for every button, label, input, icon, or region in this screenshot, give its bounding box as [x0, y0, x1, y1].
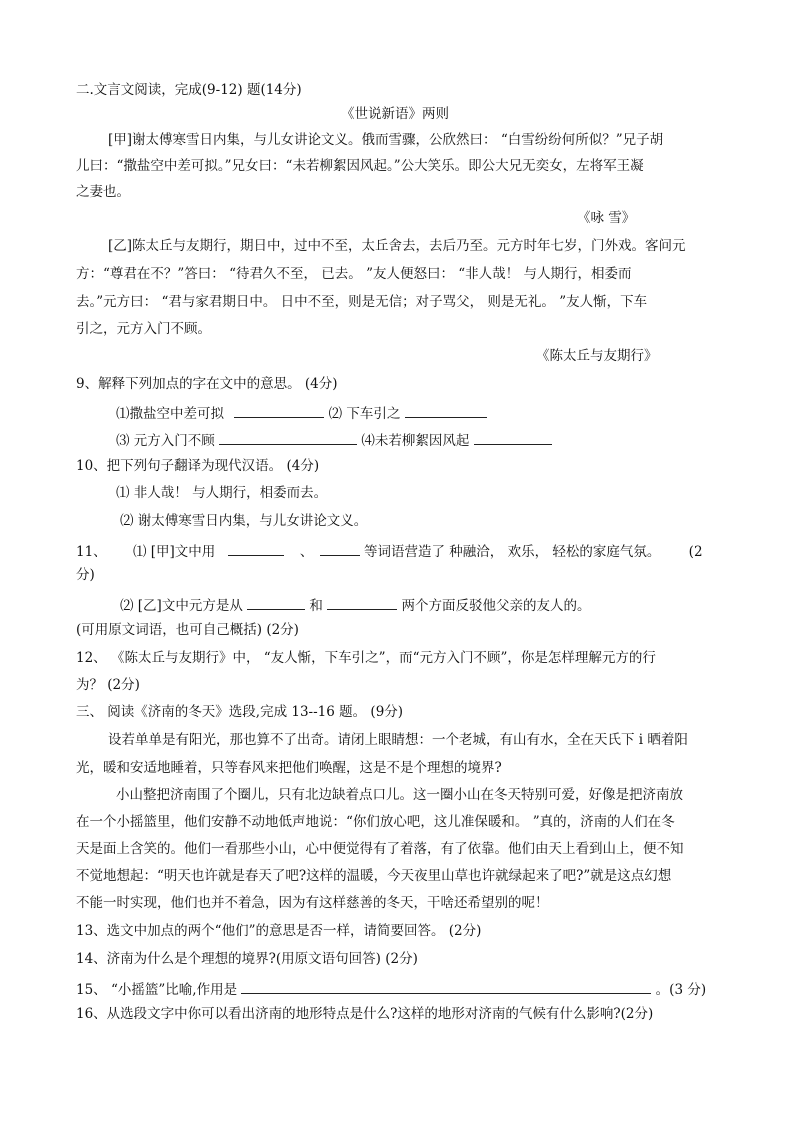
- q15-part-a: 15、 “小摇篮”比喻,作用是: [76, 982, 238, 998]
- passage-a-line: [甲]谢太傅寒雪日内集，与儿女讲论文义。俄而雪骤，公欣然曰： “白雪纷纷何所似？”兄子胡: [108, 132, 664, 148]
- q9-item-4: ⑷未若柳絮因风起: [361, 433, 470, 449]
- answer-blank[interactable]: [219, 432, 357, 445]
- answer-blank[interactable]: [234, 405, 324, 418]
- q9-item-3: ⑶ 元方入门不顾: [116, 433, 215, 449]
- passage-a-line: 之妻也。: [76, 184, 130, 200]
- passage-b-line: [乙]陈太丘与友期行，期日中，过中不至，太丘舍去，去后乃至。元方时年七岁，门外戏。客问元: [108, 238, 686, 254]
- q11-score: (2: [688, 544, 703, 560]
- passage-b-line: 引之，元方入门不顾。: [76, 321, 211, 337]
- question-14: 14、济南为什么是个理想的境界?(用原文语句回答) (2分): [76, 951, 418, 967]
- q11-sub2-b: 和: [309, 598, 323, 614]
- question-11-row: [120, 597, 591, 614]
- passage-title: 《世说新语》两则: [341, 106, 449, 122]
- answer-blank[interactable]: [228, 543, 284, 556]
- question-11-row: [76, 543, 703, 560]
- question-12-line: 为？ (2分): [76, 677, 140, 693]
- q11-note: (可用原文词语，也可自己概括) (2分): [76, 622, 299, 638]
- q11-part-2: 等词语营造了 种融洽， 欢乐， 轻松的家庭气氛。: [364, 544, 661, 560]
- question-10-item: ⑵ 谢太傅寒雪日内集，与儿女讲论文义。: [120, 513, 368, 529]
- question-9-row: [116, 432, 552, 449]
- q11-part-1: ⑴ [甲]文中用: [132, 544, 216, 560]
- question-13: 13、选文中加点的两个“他们”的意思是否一样，请简要回答。 (2分): [76, 923, 482, 939]
- section-3-heading: 三、 阅读《济南的冬天》选段,完成 13--16 题。 (9分): [76, 704, 404, 720]
- passage-c-line: 不能一时实现，他们也并不着急，因为有这样慈善的冬天，干啥还希望别的呢！: [76, 895, 549, 911]
- question-10-stem: 10、把下列句子翻译为现代汉语。 (4分): [76, 458, 320, 474]
- answer-blank[interactable]: [320, 543, 360, 556]
- answer-blank[interactable]: [474, 432, 552, 445]
- passage-a-source: 《咏 雪》: [577, 210, 636, 226]
- passage-b-source: 《陈太丘与友期行》: [536, 348, 658, 364]
- passage-c-line: 光，暖和安适地睡着，只等春风来把他们唤醒，这是不是个理想的境界?: [76, 760, 502, 776]
- passage-c-line: 不觉地想起：“明天也许就是春天了吧?这样的温暖，今天夜里山草也许就绿起来了吧?”就是这点幻想: [76, 868, 672, 884]
- question-16: 16、从选段文字中你可以看出济南的地形特点是什么?这样的地形对济南的气候有什么影响?(2分): [76, 1006, 654, 1022]
- passage-c-line: 天是面上含笑的。他们一看那些小山，心中便觉得有了着落，有了依靠。他们由天上看到山上，便不知: [76, 841, 684, 857]
- question-10-item: ⑴ 非人哉！ 与人期行，相委而去。: [116, 485, 328, 501]
- q15-part-b: 。(3 分): [655, 982, 707, 998]
- q11-sub2-a: ⑵ [乙]文中元方是从: [120, 598, 243, 614]
- passage-a-line: 儿曰：“撒盐空中差可拟。”兄女曰：“未若柳絮因风起。”公大笑乐。即公大兄无奕女，左将军王凝: [76, 158, 644, 174]
- q9-item-1: ⑴撒盐空中差可拟: [116, 406, 224, 422]
- q11-continuation: 分): [76, 567, 95, 583]
- q11-separator: 、: [299, 544, 314, 560]
- q9-item-2: ⑵ 下车引之: [328, 406, 401, 422]
- answer-blank[interactable]: [327, 597, 397, 610]
- question-12-line: 12、 《陈太丘与友期行》中， “友人惭，下车引之”，而“元方入门不顾”，你是怎样理解元方的行: [76, 650, 656, 666]
- passage-c-line: 小山整把济南围了个圈儿，只有北边缺着点口儿。这一圈小山在冬天特别可爱，好像是把济南放: [116, 787, 683, 803]
- passage-c-line: 在一个小摇篮里，他们安静不动地低声地说：“你们放心吧，这儿准保暖和。 ”真的，济南的人们在冬: [76, 814, 675, 830]
- section-2-heading: 二.文言文阅读，完成(9-12) 题(14分): [76, 82, 302, 98]
- passage-c-line: 设若单单是有阳光，那也算不了出奇。请闭上眼睛想：一个老城，有山有水，全在天氏下 i 晒着阳: [108, 732, 688, 748]
- question-9-row: [116, 405, 487, 422]
- q11-sub2-c: 两个方面反驳他父亲的友人的。: [401, 598, 591, 614]
- question-15-row: [76, 981, 706, 998]
- answer-blank[interactable]: [247, 597, 305, 610]
- question-9-stem: 9、解释下列加点的字在文中的意思。 (4分): [76, 376, 338, 392]
- passage-b-line: 方：“尊君在不？”答曰： “待君久不至， 已去。 ”友人便怒曰： “非人哉！ 与人期行，相委而: [76, 266, 632, 282]
- passage-b-line: 去。”元方曰： “君与家君期日中。 日中不至，则是无信；对子骂父， 则是无礼。 ”友人惭，下车: [76, 294, 648, 310]
- q11-number: 11、: [76, 544, 107, 560]
- answer-blank[interactable]: [241, 981, 651, 994]
- answer-blank[interactable]: [405, 405, 487, 418]
